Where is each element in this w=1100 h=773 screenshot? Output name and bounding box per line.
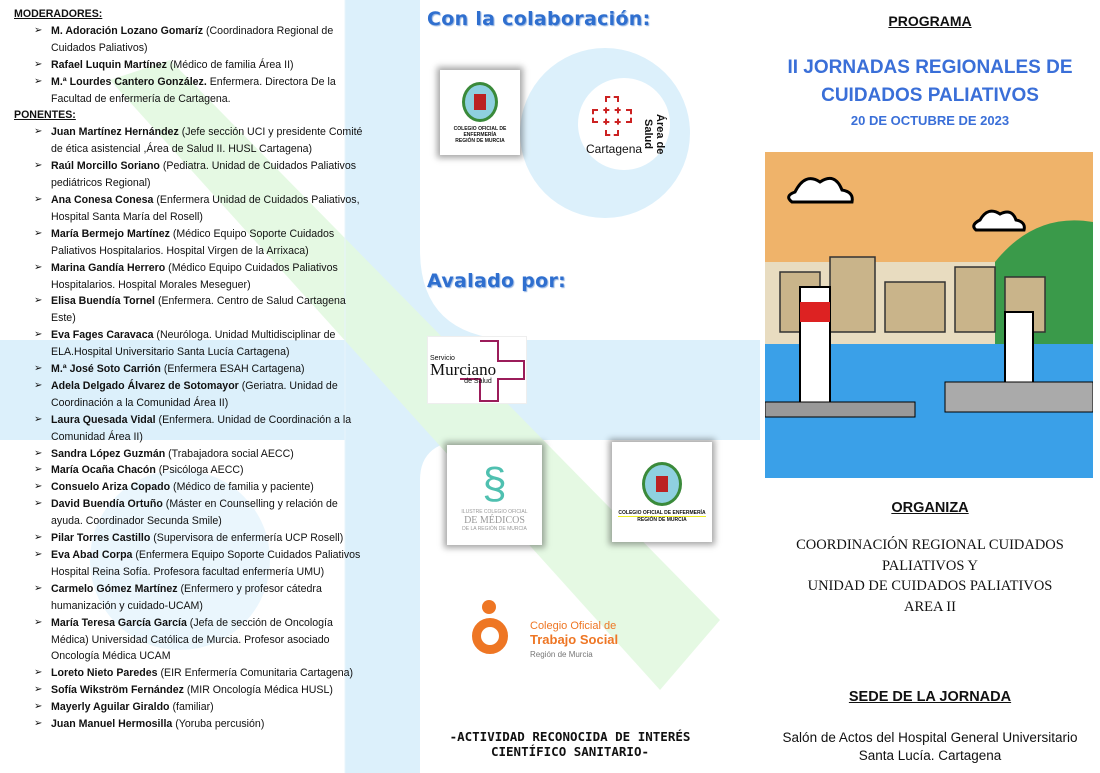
- moderadores-heading: MODERADORES:: [14, 8, 103, 20]
- arrow-bullet-icon: ➢: [34, 24, 43, 36]
- arrow-bullet-icon: ➢: [34, 75, 43, 87]
- arrow-bullet-icon: ➢: [34, 582, 43, 594]
- speaker-name: Marina Gandía Herrero: [51, 261, 166, 274]
- logo-text: DE MÉDICOS: [464, 514, 525, 526]
- title-line: CUIDADOS PALIATIVOS: [821, 85, 1039, 106]
- speaker-role: (Máster en Counselling y relación de ayuda. Coordinador Secunda Smile): [51, 498, 338, 528]
- logo-text: Servicio: [430, 355, 455, 362]
- person-speech-icon: [472, 618, 508, 654]
- arrow-bullet-icon: ➢: [34, 329, 43, 341]
- arrow-bullet-icon: ➢: [34, 261, 43, 273]
- venue-line: Salón de Actos del Hospital General Universitario: [782, 730, 1078, 745]
- venue-line: Santa Lucía. Cartagena: [858, 748, 1002, 763]
- speaker-item: [14, 74, 364, 108]
- cartagena-harbor-illustration: [765, 152, 1093, 478]
- speaker-name: M.ª José Soto Carrión: [51, 363, 161, 376]
- speaker-item: [14, 192, 364, 226]
- speaker-role: Enfermera. Directora De la Facultad de enfermería de Cartagena.: [51, 75, 336, 105]
- speaker-role: (EIR Enfermería Comunitaria Cartagena): [157, 667, 354, 680]
- speaker-role: (Coordinadora Regional de Cuidados Paliativos): [51, 24, 334, 54]
- speaker-role: (familiar): [169, 701, 214, 714]
- speaker-role: (Supervisora de enfermería UCP Rosell): [150, 532, 344, 545]
- arrow-bullet-icon: ➢: [34, 464, 43, 476]
- speaker-item: [14, 682, 364, 699]
- logo-text: Región de Murcia: [530, 650, 593, 659]
- arrow-bullet-icon: ➢: [34, 447, 43, 459]
- arrow-bullet-icon: ➢: [34, 701, 43, 713]
- speaker-name: Raúl Morcillo Soriano: [51, 160, 160, 173]
- speaker-item: [14, 716, 364, 733]
- arrow-bullet-icon: ➢: [34, 160, 43, 172]
- crest-icon: [642, 462, 682, 506]
- organizer-line: COORDINACIÓN REGIONAL CUIDADOS: [796, 537, 1064, 553]
- logo-text: Cartagena: [586, 142, 643, 156]
- title-line: II JORNADAS REGIONALES DE: [787, 57, 1073, 78]
- speaker-role: (Geriatra. Unidad de Coordinación a la Comunidad Área II): [51, 379, 338, 409]
- speaker-item: [14, 699, 364, 716]
- speaker-name: David Buendía Ortuño: [51, 498, 163, 511]
- speaker-name: Carmelo Gómez Martínez: [51, 582, 178, 595]
- arrow-bullet-icon: ➢: [34, 379, 43, 391]
- speaker-item: [14, 226, 364, 260]
- sede-heading: SEDE DE LA JORNADA: [848, 689, 1012, 705]
- logo-text: REGIÓN DE MURCIA: [637, 516, 687, 523]
- speaker-item: [14, 530, 364, 547]
- venue-text: [760, 729, 1100, 765]
- crest-icon: [462, 82, 498, 122]
- arrow-bullet-icon: ➢: [34, 718, 43, 730]
- speaker-role: (Yoruba percusión): [172, 718, 265, 731]
- organizer-line: AREA II: [904, 598, 956, 615]
- organizer-line: UNIDAD DE CUIDADOS PALIATIVOS: [807, 578, 1053, 594]
- recognition-footer: [420, 729, 720, 759]
- speaker-role: (Enfermera Unidad de Cuidados Paliativos, Hospital Santa María del Rosell): [51, 193, 360, 223]
- speaker-role: (Jefe sección UCI y presidente Comité de ética asistencial ,Área de Salud II. HUSL Cartagena): [51, 126, 363, 156]
- arrow-bullet-icon: ➢: [34, 193, 43, 205]
- speaker-role: (Enfermera ESAH Cartagena): [160, 363, 305, 376]
- speaker-name: M. Adoración Lozano Gomaríz: [51, 24, 204, 37]
- speaker-name: Ana Conesa Conesa: [51, 193, 154, 206]
- speaker-role: (Pediatra. Unidad de Cuidados Paliativos pediátricos Regional): [51, 160, 357, 190]
- arrow-bullet-icon: ➢: [34, 363, 43, 375]
- speaker-name: Pilar Torres Castillo: [51, 532, 151, 545]
- colegio-medicos-logo: [447, 445, 542, 545]
- arrow-bullet-icon: ➢: [34, 532, 43, 544]
- arrow-bullet-icon: ➢: [34, 413, 43, 425]
- logo-text: COLEGIO OFICIAL DE ENFERMERÍA: [453, 125, 507, 138]
- speaker-item: [14, 479, 364, 496]
- speaker-item: [14, 581, 364, 615]
- speaker-item: [14, 158, 364, 192]
- speaker-role: (Médico de familia Área II): [166, 58, 294, 71]
- logo-text: COLEGIO OFICIAL DE ENFERMERÍA: [618, 509, 706, 516]
- logo-text: DE LA REGIÓN DE MURCIA: [462, 525, 527, 532]
- logo-text: Trabajo Social: [530, 632, 619, 647]
- logo-text: Murciano: [430, 360, 497, 379]
- event-date: 20 DE OCTUBRE DE 2023: [850, 113, 1010, 128]
- speaker-name: Rafael Luquin Martínez: [51, 58, 167, 71]
- speaker-role: (Psicóloga AECC): [155, 464, 244, 477]
- speaker-item: [14, 412, 364, 446]
- speaker-name: Adela Delgado Álvarez de Sotomayor: [51, 379, 239, 392]
- speaker-item: [14, 124, 364, 158]
- footer-line: -ACTIVIDAD RECONOCIDA DE INTERÉS: [449, 729, 691, 744]
- organizer-text: [760, 535, 1100, 617]
- speakers-column: [14, 6, 364, 733]
- red-cross-icon: [592, 96, 632, 136]
- colegio-enfermeria-logo-2: [612, 442, 712, 542]
- footer-line: CIENTÍFICO SANITARIO-: [490, 744, 650, 759]
- arrow-bullet-icon: ➢: [34, 126, 43, 138]
- speaker-name: María Ocaña Chacón: [51, 464, 156, 477]
- speaker-item: [14, 462, 364, 479]
- area-salud-cartagena-logo: [578, 78, 670, 170]
- speaker-role: (Enfermero y profesor cátedra humanización y cuidado-UCAM): [51, 582, 322, 612]
- arrow-bullet-icon: ➢: [34, 295, 43, 307]
- person-speech-icon: [482, 600, 496, 614]
- trabajo-social-logo: [472, 600, 632, 670]
- speaker-item: [14, 496, 364, 530]
- logo-text: REGIÓN DE MURCIA: [455, 137, 505, 144]
- speaker-item: [14, 327, 364, 361]
- speaker-name: Laura Quesada Vidal: [51, 413, 156, 426]
- endorsed-heading: Avalado por:: [427, 270, 567, 292]
- speaker-item: [14, 23, 364, 57]
- arrow-bullet-icon: ➢: [34, 684, 43, 696]
- speaker-name: Eva Fages Caravaca: [51, 329, 154, 342]
- speaker-item: [14, 547, 364, 581]
- caduceus-icon: §: [482, 458, 507, 508]
- speaker-role: (Médico de familia y paciente): [170, 481, 314, 494]
- collaboration-heading: Con la colaboración:: [427, 8, 651, 30]
- event-title: [760, 54, 1100, 110]
- speaker-role: (Enfermera Equipo Soporte Cuidados Paliativos Hospital Reina Sofía. Profesora facultad enfermería UMU): [51, 549, 361, 578]
- servicio-murciano-salud-logo: [427, 336, 527, 404]
- arrow-bullet-icon: ➢: [34, 227, 43, 239]
- logo-text: Colegio Oficial de: [530, 620, 617, 632]
- arrow-bullet-icon: ➢: [34, 481, 43, 493]
- speaker-name: Juan Martínez Hernández: [51, 126, 179, 139]
- speaker-name: Elisa Buendía Tornel: [51, 295, 155, 308]
- organizer-line: PALIATIVOS Y: [881, 557, 978, 574]
- speaker-item: [14, 361, 364, 378]
- logo-text: Área de Salud: [642, 113, 666, 155]
- speaker-item: [14, 665, 364, 682]
- speaker-name: María Teresa García García: [51, 616, 187, 629]
- speaker-item: [14, 57, 364, 74]
- ponentes-heading: PONENTES:: [14, 109, 76, 122]
- speaker-role: (Enfermera. Unidad de Coordinación a la Comunidad Área II): [51, 413, 352, 443]
- arrow-bullet-icon: ➢: [34, 549, 43, 560]
- speaker-name: Mayerly Aguilar Giraldo: [51, 701, 170, 714]
- speaker-item: [14, 446, 364, 463]
- speaker-item: [14, 260, 364, 294]
- speaker-name: Juan Manuel Hermosilla: [51, 718, 173, 731]
- speaker-role: (Neuróloga. Unidad Multidisciplinar de ELA.Hospital Universitario Santa Lucía Cartagena): [51, 329, 336, 359]
- speaker-role: (Enfermera. Centro de Salud Cartagena Este): [51, 295, 346, 325]
- speaker-item: [14, 615, 364, 666]
- speaker-role: (Médico Equipo Soporte Cuidados Paliativos Hospitalarios. Hospital Virgen de la Arrixaca): [51, 227, 335, 257]
- speaker-name: Eva Abad Corpa: [51, 549, 133, 561]
- programa-heading: PROGRAMA: [888, 13, 972, 29]
- organiza-heading: ORGANIZA: [891, 500, 969, 516]
- arrow-bullet-icon: ➢: [34, 498, 43, 510]
- speaker-name: Sofía Wikström Fernández: [51, 684, 184, 697]
- speaker-item: [14, 293, 364, 327]
- speaker-item: [14, 378, 364, 412]
- speaker-name: M.ª Lourdes Cantero González.: [51, 75, 207, 88]
- speaker-name: María Bermejo Martínez: [51, 227, 170, 240]
- speaker-role: (Jefa de sección de Oncología Médica) Universidad Católica de Murcia. Profesor asociado Oncología Médica UCAM: [51, 616, 333, 663]
- arrow-bullet-icon: ➢: [34, 667, 43, 679]
- arrow-bullet-icon: ➢: [34, 58, 43, 70]
- arrow-bullet-icon: ➢: [34, 616, 43, 628]
- speaker-role: (MIR Oncología Médica HUSL): [183, 684, 333, 697]
- speaker-name: Loreto Nieto Paredes: [51, 667, 158, 680]
- speaker-name: Consuelo Ariza Copado: [51, 481, 171, 494]
- colegio-enfermeria-logo: [440, 70, 520, 155]
- speaker-name: Sandra López Guzmán: [51, 447, 166, 460]
- speaker-role: (Trabajadora social AECC): [165, 447, 294, 460]
- speaker-role: (Médico Equipo Cuidados Paliativos Hospitalarios. Hospital Morales Meseguer): [51, 261, 338, 291]
- logo-text: de Salud: [464, 378, 492, 385]
- logo-text: ILUSTRE COLEGIO OFICIAL: [461, 508, 528, 515]
